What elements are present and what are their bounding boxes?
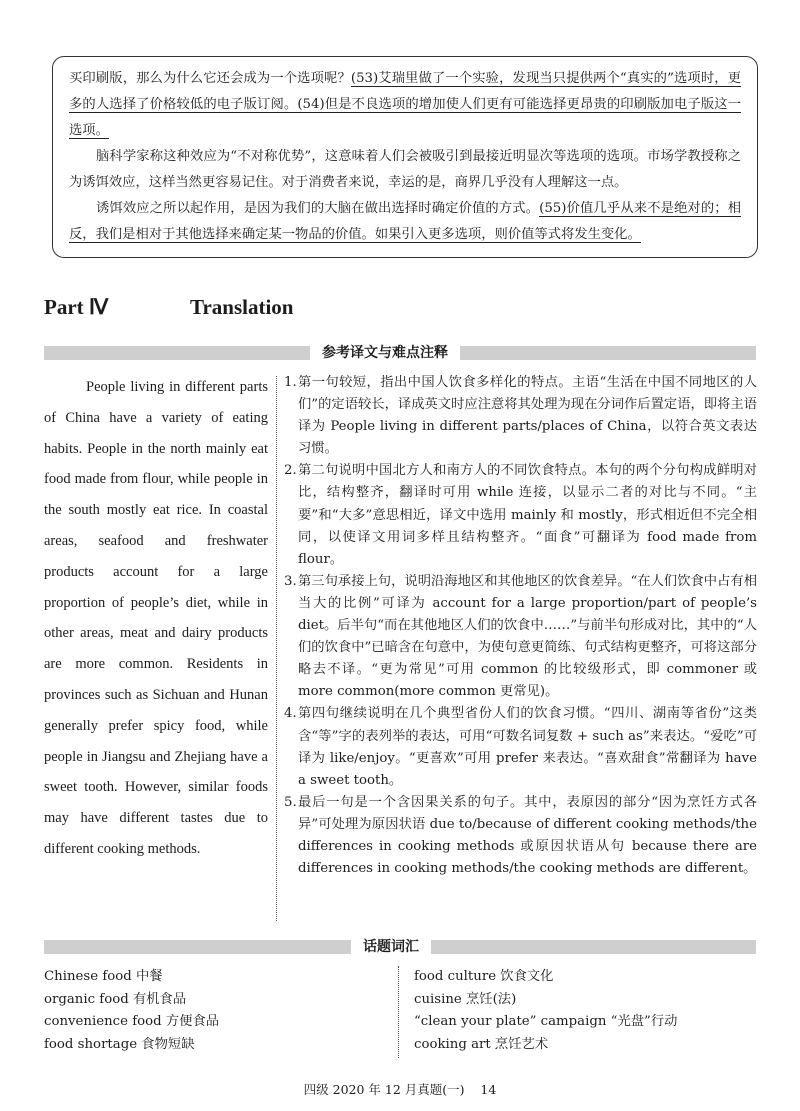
passage-box [52,56,758,258]
vocab-item: organic food 有机食品 [44,991,187,1007]
part-number: Part Ⅳ [44,295,109,319]
page-footer: 四级 2020 年 12 月真题(一) 14 [303,1082,497,1097]
vocab-bar [44,940,756,954]
note-item: 1. 第一句较短，指出中国人饮食多样化的特点。主语“生活在中国不同地区的人们”的定语较长，译成英文时应注意将其处理为现在分词作后置定语，即将主语译为 People living in different parts/places of China，以符合英文表达习惯。 [284,375,757,457]
passage-paragraph-1 [69,66,741,144]
vocab-item: cuisine 烹饪(法) [414,991,517,1007]
passage-paragraph-3 [69,196,741,248]
translation-text: People living in different parts of China have a variety of eating habits. People in the north mainly eat food made from flour, while people in the south mostly eat rice. In coastal areas, seafood and freshwater products account for a large proportion of people’s diet, while in other areas, meat and dairy products are more common. Residents in provinces such as Sichuan and Hunan generally prefer spicy food, while people in Jiangsu and Zhejiang have a sweet tooth. However, similar foods may have different tastes due to different cooking methods. [44,379,268,857]
underlined-sentence-53: (53)艾瑞里做了一个实验，发现当只提供两个“真实的”选项时，更多的人选择了价格较低的电子版订阅。 [69,71,742,112]
part-title: Translation [190,295,294,319]
note-item: 4. 第四句继续说明在几个典型省份人们的饮食习惯。“四川、湖南等省份”这类含“等”字的表列举的表达，可用“可数名词复数 + such as”来表达。“爱吃”可译为 like/enjoy。“更喜欢”可用 prefer 来表达。“喜欢甜食”常翻译为 have a sweet tooth。 [284,706,757,788]
vocab-list-right [414,966,677,1056]
column-divider [276,376,277,921]
vocab-item: Chinese food 中餐 [44,969,163,984]
section-bar [44,346,756,360]
section-title: 参考译文与难点注释 [310,343,460,363]
vocab-list-left [44,966,219,1056]
underlined-sentence-54: (54)但是不良选项的增加使人们更有可能选择更昂贵的印刷版加电子版这一选项。 [69,97,742,138]
note-item: 3. 第三句承接上句，说明沿海地区和其他地区的饮食差异。“在人们饮食中占有相当大的比例”可译为 account for a large proportion/part of people’s diet。后半句“而在其他地区人们的饮食中……”与前半句形成对比，其中的“人们的饮食中”已暗含在句意中，为使句意更简练、句式结构更整齐，可将这部分略去不译。“更为常见”可用 common 的比较级形式，即 commoner 或 more common(more common 更常见)。 [284,573,757,700]
underlined-sentence-55: (55)价值几乎从来不是绝对的；相反，我们是相对于其他选择来确定某一物品的价值。如果引入更多选项，则价值等式将发生变化。 [69,201,742,242]
passage-text: 买印刷版，那么为什么它还会成为一个选项呢？ [69,71,351,86]
vocab-title: 话题词汇 [351,937,431,957]
note-item: 2. 第二句说明中国北方人和南方人的不同饮食特点。本句的两个分句构成鲜明对比，结构整齐，翻译时可用 while 连接，以显示二者的对比与不同。“主要”和“大多”意思相近，译文中选用 mainly 和 mostly，形式相近但不完全相同，以使译文用词多样且结构整齐。“面食”可翻译为 food made from flour。 [284,463,757,567]
note-item: 5. 最后一句是一个含因果关系的句子。其中，表原因的部分“因为烹饪方式各异”可处理为原因状语 due to/because of different cooking methods/the differences in cooking methods 或原因状语从句 because there are differences in cooking methods/the cooking methods are different。 [284,794,757,877]
vocab-item: convenience food 方便食品 [44,1014,220,1029]
vocab-item: cooking art 烹饪艺术 [414,1036,549,1052]
vocab-divider [398,966,399,1058]
notes-list [284,372,757,880]
passage-text: 诱饵效应之所以起作用，是因为我们的大脑在做出选择时确定价值的方式。 [96,201,540,216]
passage-paragraph-2: 脑科学家称这种效应为“不对称优势”，这意味着人们会被吸引到最接近明显次等选项的选项。市场学教授称之为诱饵效应，这样当然更容易记住。对于消费者来说，幸运的是，商界几乎没有人理解这一点。 [69,149,741,190]
vocab-item: “clean your plate” campaign “光盘”行动 [414,1014,678,1029]
vocab-item: food culture 饮食文化 [414,969,554,984]
vocab-item: food shortage 食物短缺 [44,1036,195,1052]
